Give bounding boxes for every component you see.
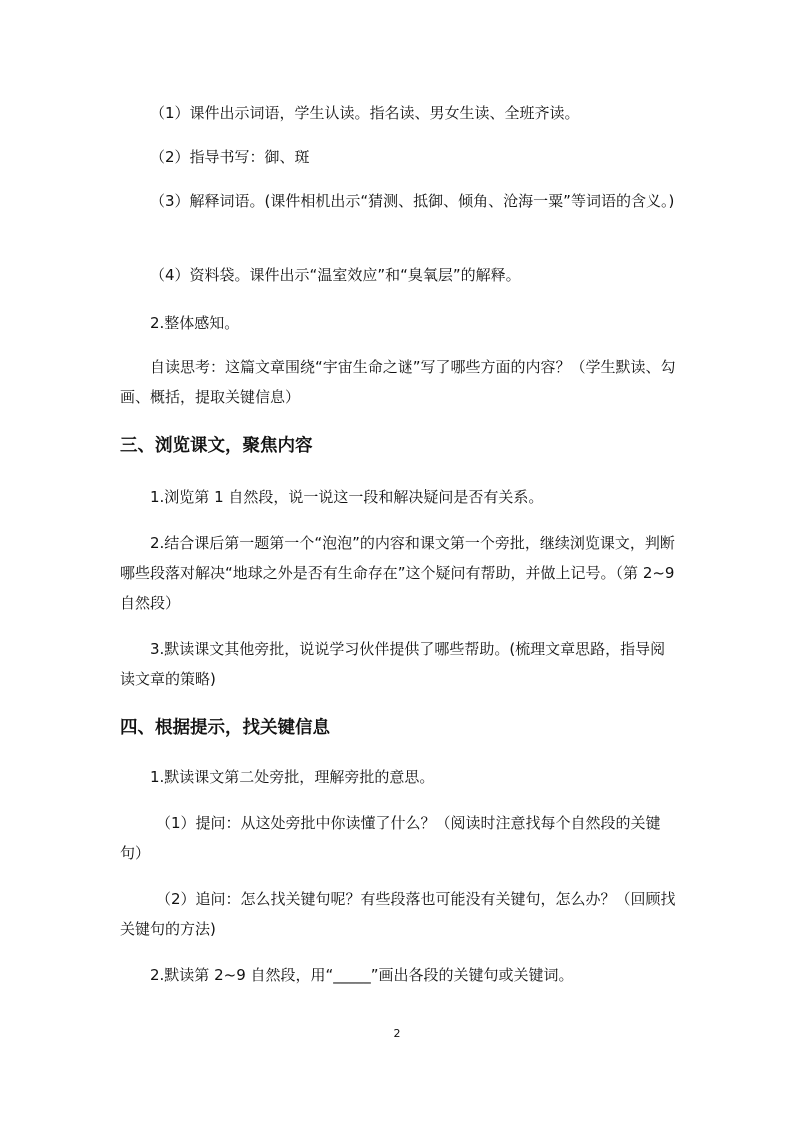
page-number: 2 — [393, 1027, 401, 1040]
paragraph-read-annotations: 3.默读课文其他旁批，说说学习伙伴提供了哪些帮助。(梳理文章思路，指导阅读文章的策略) — [120, 640, 666, 688]
paragraph-courseware-words: （1）课件出示词语，学生认读。指名读、男女生读、全班齐读。 — [150, 104, 580, 122]
paragraph-writing-guide: （2）指导书写：御、斑 — [150, 148, 310, 166]
paragraph-browse-first: 1.浏览第 1 自然段，说一说这一段和解决疑问是否有关系。 — [150, 488, 544, 506]
section-heading-three: 三、浏览课文，聚焦内容 — [120, 436, 313, 456]
section-heading-four: 四、根据提示，找关键信息 — [120, 718, 330, 738]
paragraph-combine-bubble: 2.结合课后第一题第一个“泡泡”的内容和课文第一个旁批，继续浏览课文，判断哪些段落对解决“地球之外是否有生命存在”这个疑问有帮助，并做上记号。（第 2~9 自然段） — [120, 534, 675, 612]
paragraph-info-bag: （4）资料袋。课件出示“温室效应”和“臭氧层”的解释。 — [150, 266, 521, 284]
paragraph-key-sentences: 2.默读第 2~9 自然段，用“_____”画出各段的关键句或关键词。 — [150, 966, 574, 984]
paragraph-overall-perception: 2.整体感知。 — [150, 314, 240, 332]
paragraph-explain-words: （3）解释词语。(课件相机出示“猜测、抵御、倾角、沧海一粟”等词语的含义。) — [150, 192, 675, 210]
paragraph-self-reading: 自读思考：这篇文章围绕“宇宙生命之谜”写了哪些方面的内容？（学生默读、勾画、概括，提取关键信息） — [120, 358, 676, 406]
paragraph-question: （1）提问：从这处旁批中你读懂了什么？（阅读时注意找每个自然段的关键句） — [120, 814, 661, 862]
paragraph-second-annotation: 1.默读课文第二处旁批，理解旁批的意思。 — [150, 768, 435, 786]
paragraph-follow-up: （2）追问：怎么找关键句呢？有些段落也可能没有关键句，怎么办？（回顾找关键句的方法) — [120, 890, 676, 938]
